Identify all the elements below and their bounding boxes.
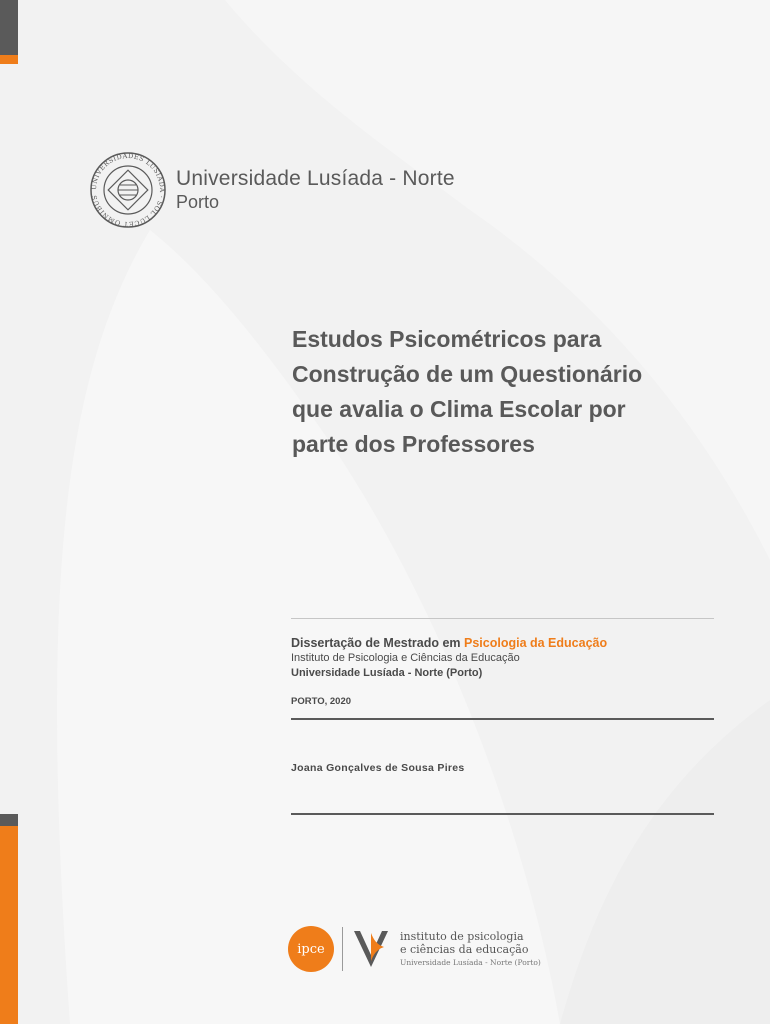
institute-name: Instituto de Psicologia e Ciências da Educação (291, 652, 520, 664)
ipce-line-3: Universidade Lusíada - Norte (Porto) (400, 957, 541, 967)
divider-top (291, 618, 714, 619)
ipce-line-1: instituto de psicologia (400, 929, 524, 943)
ipce-logo (288, 926, 541, 972)
seal-text: UNIVERSIDADES LUSÍADA · SOL LUCET OMNIBUS (89, 151, 167, 229)
university-line: Universidade Lusíada - Norte (Porto) (291, 667, 483, 679)
document-title (292, 322, 712, 462)
university-city: Porto (176, 192, 220, 212)
side-bar-top-accent (0, 55, 18, 64)
degree-prefix: Dissertação de Mestrado em (291, 636, 464, 650)
author-name: Joana Gonçalves de Sousa Pires (291, 762, 465, 774)
side-bar-top (0, 0, 18, 55)
university-logo (88, 150, 455, 230)
side-bar-bottom (0, 826, 18, 1024)
title-line: parte dos Professores (292, 431, 535, 457)
place-year: PORTO, 2020 (291, 696, 352, 707)
divider-bottom (291, 813, 714, 815)
degree-field: Psicologia da Educação (464, 636, 608, 650)
university-name: Universidade Lusíada - Norte (176, 167, 455, 190)
ipce-badge: ipce (288, 926, 334, 972)
university-name-block (176, 167, 455, 213)
title-line: que avalia o Clima Escolar por (292, 396, 626, 422)
ipce-line-2: e ciências da educação (400, 942, 529, 956)
title-line: Estudos Psicométricos para (292, 326, 602, 352)
university-seal-icon (88, 150, 168, 230)
side-bar-bottom-dark (0, 814, 18, 826)
ipce-mark-icon (352, 927, 390, 971)
title-line: Construção de um Questionário (292, 361, 643, 387)
ipce-divider (342, 927, 343, 971)
ipce-text-block (400, 930, 541, 969)
degree-line (291, 636, 607, 650)
divider-middle (291, 718, 714, 720)
